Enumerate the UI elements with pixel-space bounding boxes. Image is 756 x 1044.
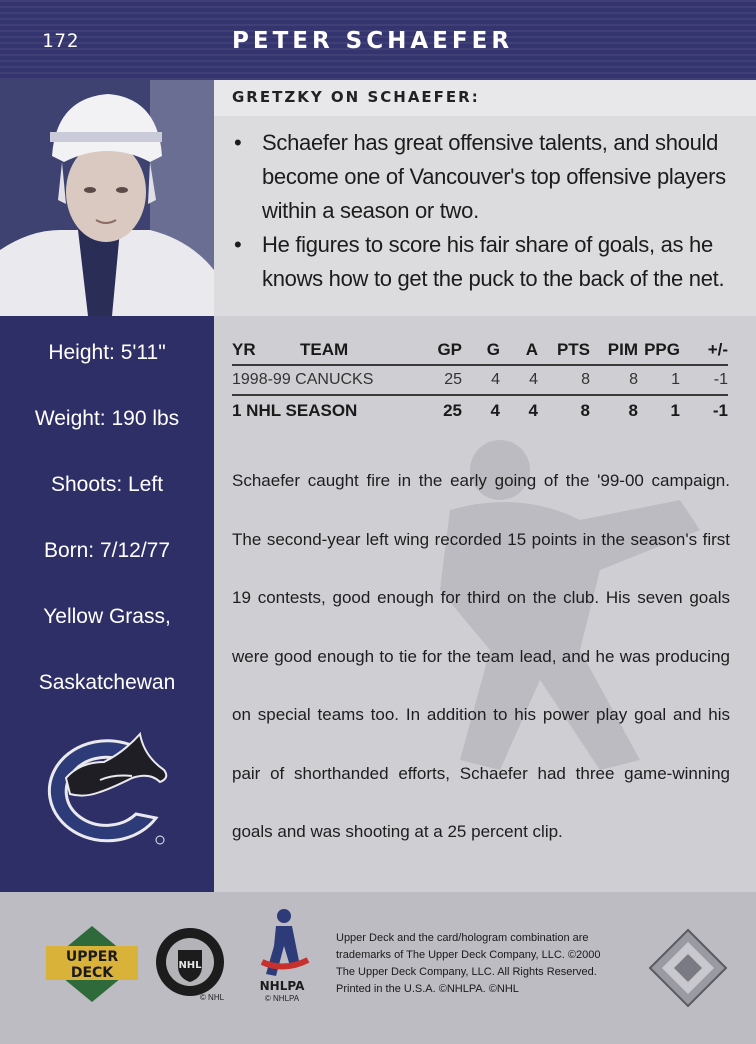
legal-text (336, 930, 626, 998)
cell-pim: 8 (590, 365, 638, 395)
nhl-mark: © NHL (199, 993, 225, 1002)
player-photo (0, 80, 214, 316)
birthplace-province: Saskatchewan (38, 671, 176, 694)
height-label: Height: 5'11" (48, 341, 166, 364)
shoots-label: Shoots: Left (50, 473, 164, 496)
quote-bullet: • He figures to score his fair share of goals, as he knows how to get the puck to the back of the net. (234, 232, 725, 291)
stats-header-row (232, 338, 728, 365)
cell-g: 4 (462, 365, 500, 395)
cell-ppg: 1 (638, 365, 680, 395)
cell-a: 4 (500, 365, 538, 395)
cell-plus-minus: -1 (680, 365, 728, 395)
nhlpa-logo-icon (248, 906, 318, 1004)
cell-a: 4 (528, 400, 538, 420)
born-label: Born: 7/12/77 (43, 539, 171, 562)
card-number: 172 (42, 30, 80, 52)
cell-gp: 25 (430, 365, 462, 395)
bio-text: Schaefer caught fire in the early going of the '99-00 campaign. The second-year left wing recorded 15 points in the season's first 19 contests, good enough for third on the club. His seven goals were good enough to tie for the team lead, and he was producing on special teams too. In addition to his power play goal and his pair of shorthanded efforts, Schaefer had three game-winning goals and was shooting at a 25 percent clip. (232, 471, 730, 841)
cell-g: 4 (490, 400, 500, 420)
nhl-shield-icon (152, 926, 228, 1002)
cell-pim: 8 (628, 400, 638, 420)
player-portrait-icon (0, 80, 214, 316)
table-row (232, 365, 728, 395)
svg-text:NHL: NHL (178, 960, 202, 971)
player-name: PETER SCHAEFER (232, 28, 514, 54)
cell-pts: 8 (538, 365, 590, 395)
col-yr: YR (232, 338, 300, 365)
season-label: 1998-99 CANUCKS (232, 365, 430, 395)
player-info-list (0, 330, 214, 726)
legal-line: Printed in the U.S.A. ©NHLPA. ©NHL (336, 983, 519, 995)
col-a: A (500, 338, 538, 365)
quote-title: GRETZKY ON SCHAEFER: (232, 88, 480, 106)
weight-label: Weight: 190 lbs (34, 407, 180, 430)
nhlpa-mark: © NHLPA (264, 994, 300, 1003)
cell-pts: 8 (580, 400, 590, 420)
nhlpa-label: NHLPA (259, 979, 305, 993)
table-row (232, 395, 728, 425)
upper-deck-logo-text-2: DECK (70, 965, 114, 981)
quote-list (232, 126, 732, 296)
career-label: 1 NHL SEASON (232, 400, 358, 420)
col-gp: GP (430, 338, 462, 365)
team-logo-icon (40, 722, 180, 852)
legal-line: trademarks of The Upper Deck Company, LLC. ©2000 (336, 949, 601, 961)
cell-plus-minus: -1 (712, 400, 728, 420)
hologram-icon (648, 928, 728, 1008)
quote-text: Schaefer has great offensive talents, and should become one of Vancouver's top offensive players within a season or two. (262, 130, 726, 223)
quote-text: He figures to score his fair share of goals, as he knows how to get the puck to the back of the net. (262, 232, 725, 291)
upper-deck-logo-icon (44, 924, 140, 1004)
legal-line: Upper Deck and the card/hologram combination are (336, 932, 589, 944)
quote-bullet: • Schaefer has great offensive talents, and should become one of Vancouver's top offensive players within a season or two. (234, 130, 726, 223)
upper-deck-logo-text-1: UPPER (65, 949, 119, 965)
col-g: G (462, 338, 500, 365)
col-team: TEAM (300, 338, 430, 365)
col-pim: PIM (590, 338, 638, 365)
col-plus-minus: +/- (680, 338, 728, 365)
col-ppg: PPG (638, 338, 680, 365)
birthplace-town: Yellow Grass, (43, 605, 171, 628)
cell-gp: 25 (443, 400, 462, 420)
col-pts: PTS (538, 338, 590, 365)
cell-ppg: 1 (670, 400, 680, 420)
legal-line: The Upper Deck Company, LLC. All Rights Reserved. (336, 966, 597, 978)
stats-table (232, 338, 728, 425)
